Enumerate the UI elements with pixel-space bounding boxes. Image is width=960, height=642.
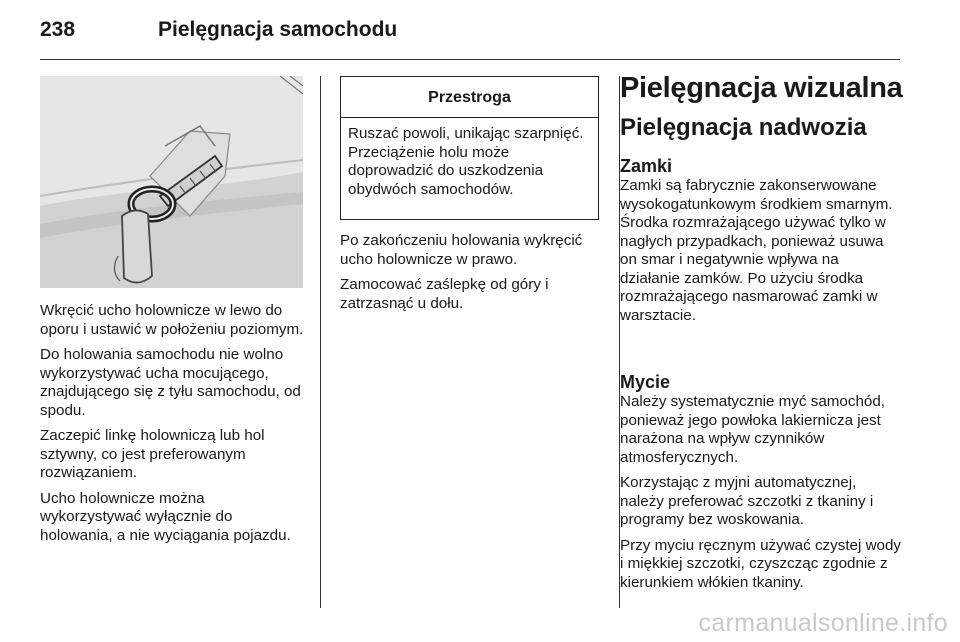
- paragraph: Ucho holownicze można wykorzystywać wyłącznie do holowania, a nie wyciągania pojazdu.: [40, 489, 291, 544]
- warning-box: [340, 76, 599, 220]
- column-divider: [320, 76, 321, 608]
- warning-text: Ruszać powoli, unikając szarpnięć. Przeciążenie holu może doprowadzić do uszkodzenia obydwóch samochodów.: [348, 125, 584, 198]
- subsection-title: Pielęgnacja nadwozia: [620, 114, 867, 141]
- warning-title: Przestroga: [341, 77, 598, 118]
- watermark: carmanualsonline.info: [698, 609, 948, 637]
- washing-section: [620, 372, 902, 599]
- paragraph: Przy myciu ręcznym używać czystej wody i miękkiej szczotki, czyszcząc zgodnie z kierunkiem włókien tkaniny.: [620, 536, 902, 591]
- page-number: 238: [40, 18, 76, 41]
- paragraph: Po zakończeniu holowania wykręcić ucho holownicze w prawo.: [340, 232, 583, 268]
- chapter-title: Pielęgnacja samochodu: [158, 18, 398, 41]
- washing-heading: Mycie: [620, 372, 671, 392]
- middle-column: [340, 232, 602, 320]
- paragraph: Należy systematycznie myć samochód, ponieważ jego powłoka lakiernicza jest narażona na wpływ czynników atmosferycznych.: [620, 393, 886, 466]
- left-column: [40, 302, 305, 552]
- tow-eye-drawing: [40, 76, 303, 288]
- locks-text: Zamki są fabrycznie zakonserwowane wysokogatunkowym środkiem smarnym. Środka rozmrażającego używać tylko w nagłych przypadkach, ponieważ usuwa on smar i negatywnie wpływa na działanie zamków. Po użyciu środka rozmrażającego nasmarować zamki w warsztacie.: [620, 177, 893, 324]
- page-header: [40, 14, 900, 54]
- paragraph: Zaczepić linkę holowniczą lub hol sztywny, co jest preferowanym rozwiązaniem.: [40, 427, 265, 481]
- locks-section: [620, 156, 902, 332]
- paragraph: Zamocować zaślepkę od góry i zatrzasnąć u dołu.: [340, 276, 549, 312]
- tow-eye-illustration: [40, 76, 303, 288]
- section-title: Pielęgnacja wizualna: [620, 72, 903, 104]
- paragraph: Do holowania samochodu nie wolno wykorzystywać ucha mocującego, znajdującego się z tyłu samochodu, od spodu.: [40, 346, 301, 419]
- header-rule: [40, 59, 900, 60]
- paragraph: Korzystając z myjni automatycznej, należy preferować szczotki z tkaniny i programy bez woskowania.: [620, 474, 874, 528]
- locks-heading: Zamki: [620, 156, 673, 176]
- paragraph: Wkręcić ucho holownicze w lewo do oporu i ustawić w położeniu poziomym.: [40, 302, 304, 338]
